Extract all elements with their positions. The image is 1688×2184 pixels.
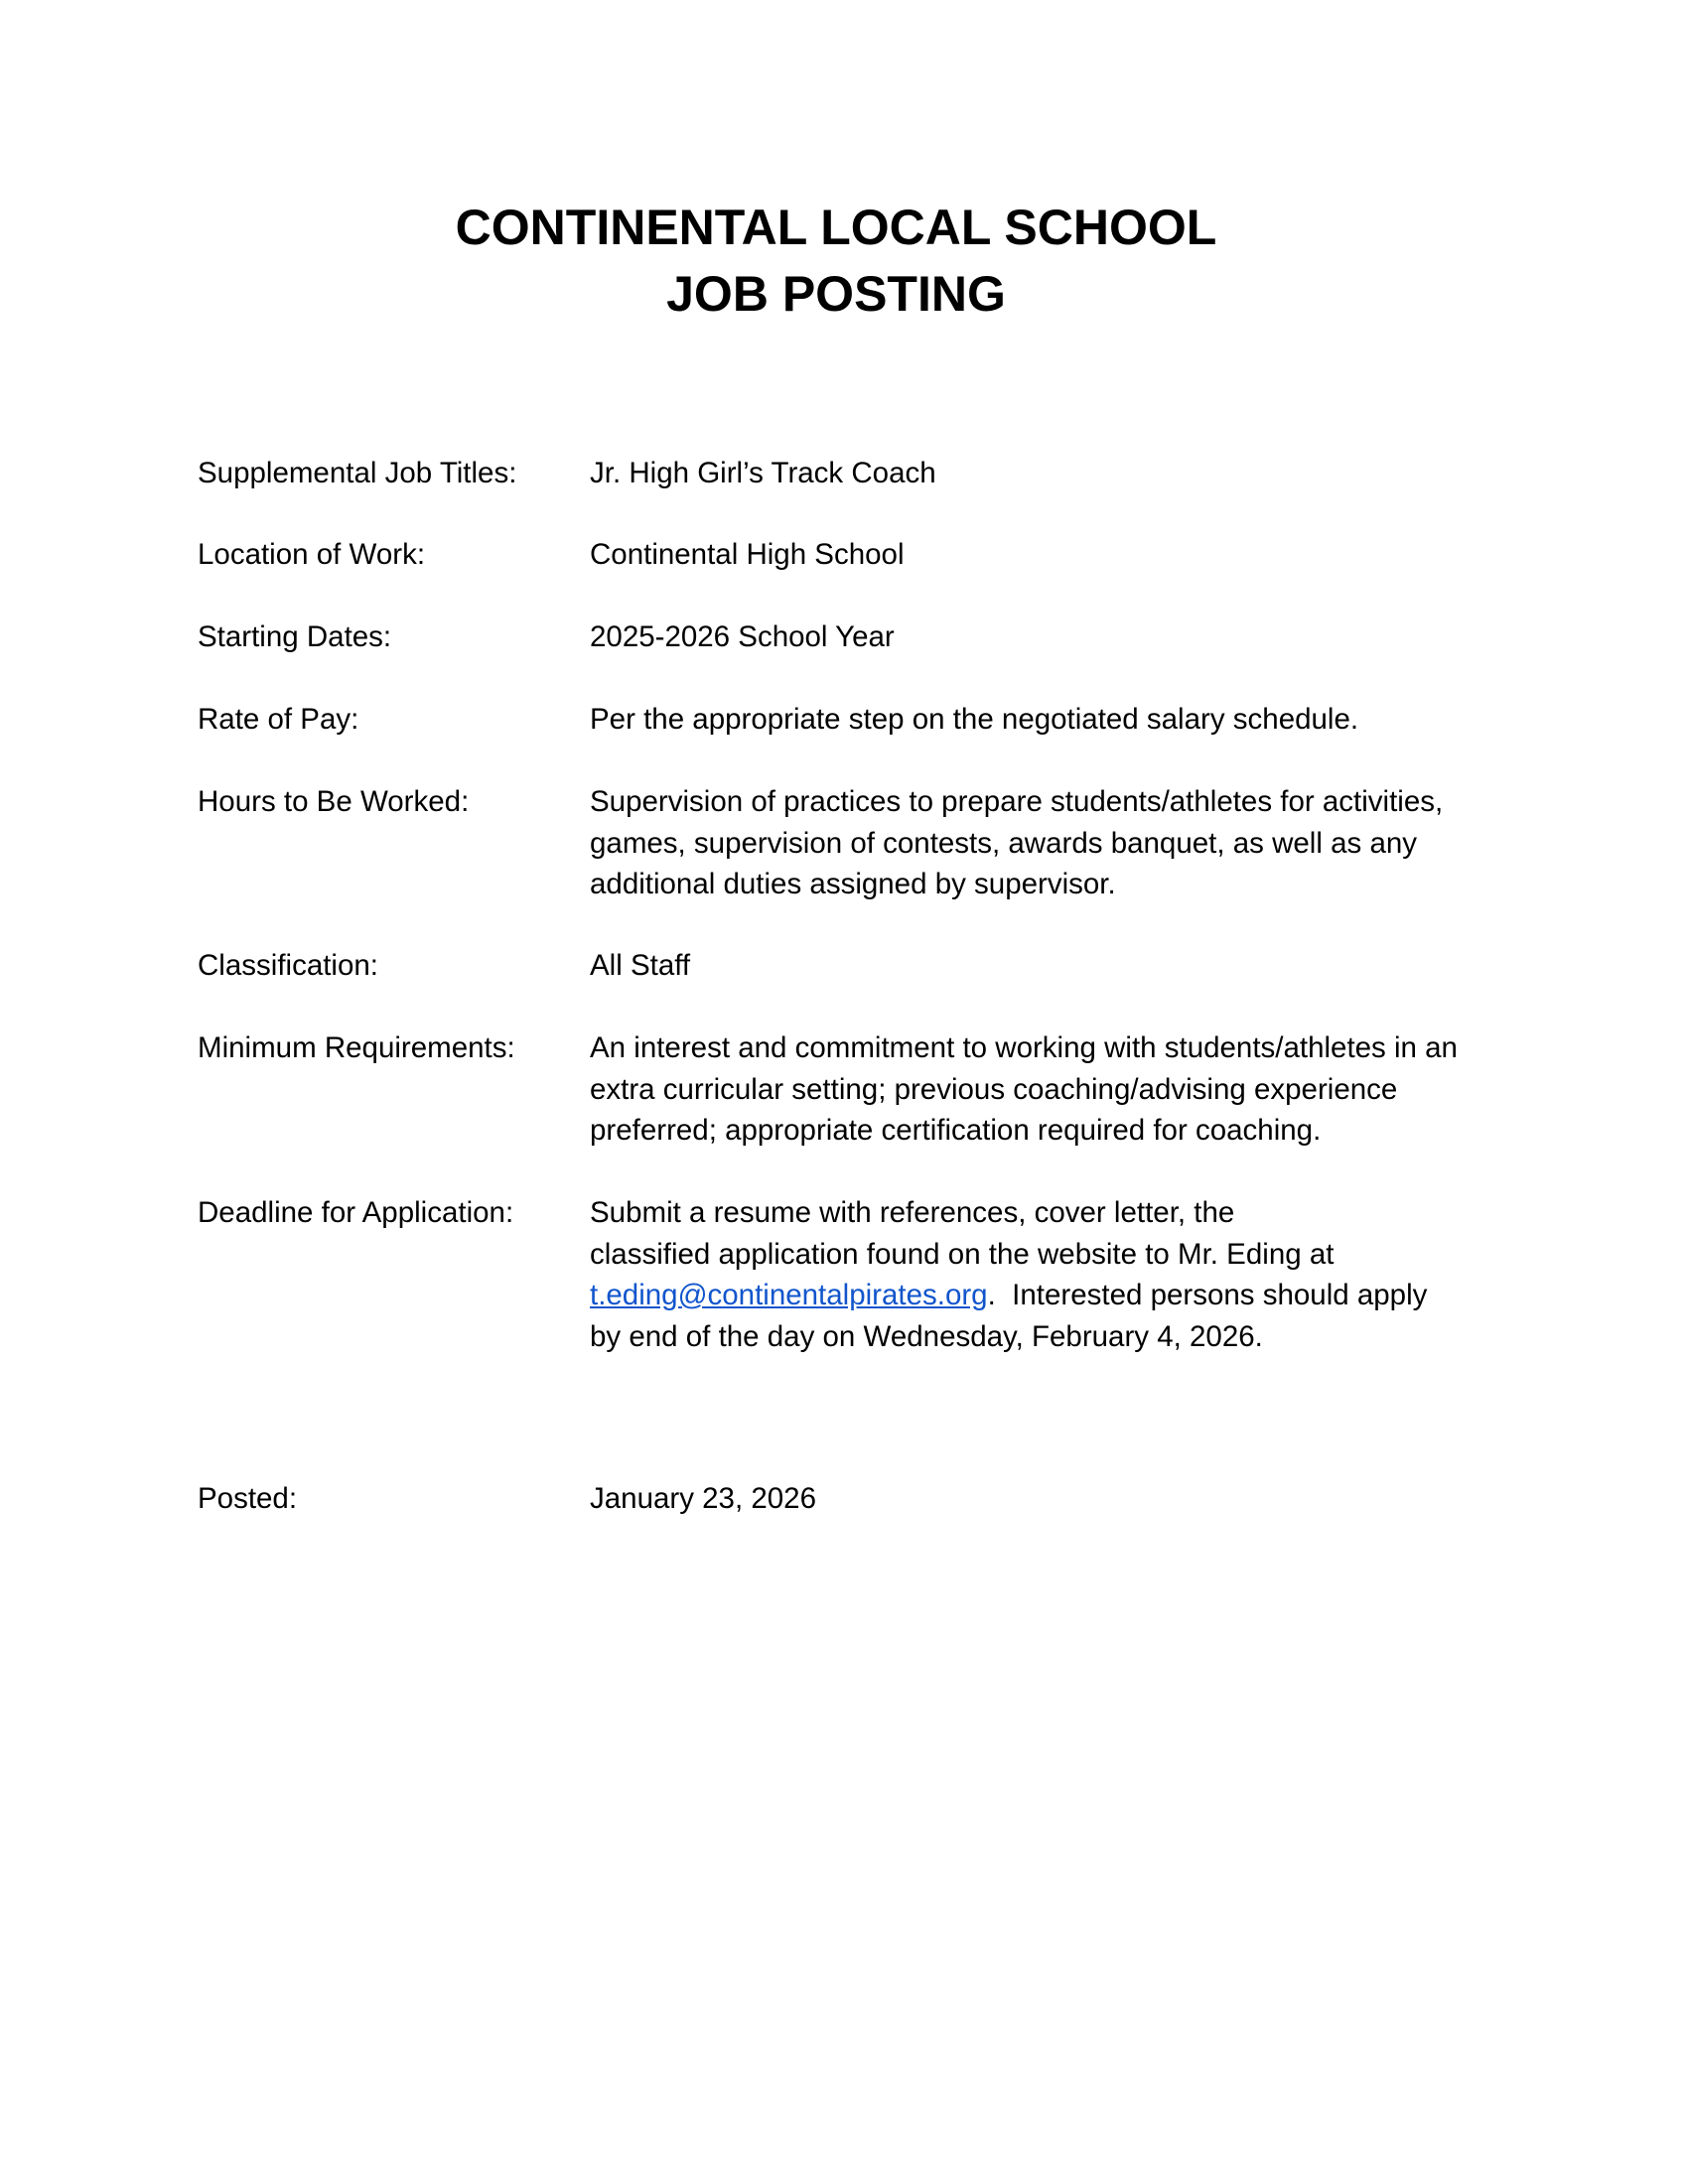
title-line-1: CONTINENTAL LOCAL SCHOOL <box>455 200 1217 255</box>
field-label: Supplemental Job Titles: <box>198 457 517 489</box>
field-value <box>590 1192 1508 1357</box>
field-value: All Staff <box>590 949 691 982</box>
email-link[interactable]: t.eding@continentalpirates.org <box>590 1279 988 1311</box>
field-value: Jr. High Girl’s Track Coach <box>590 457 936 489</box>
field-label: Rate of Pay: <box>198 703 359 736</box>
deadline-line <box>590 1275 1508 1316</box>
field-label: Hours to Be Worked: <box>198 785 470 818</box>
field-label: Starting Dates: <box>198 620 392 653</box>
field-value: Per the appropriate step on the negotiated salary schedule. <box>590 703 1359 736</box>
field-value: Supervision of practices to prepare students/athletes for activities, games, supervision of contests, awards banquet, as well as any additional duties assigned by supervisor. <box>590 785 1444 900</box>
field-value: Continental High School <box>590 538 905 571</box>
deadline-line: by end of the day on Wednesday, February 4, 2026. <box>590 1319 1263 1353</box>
deadline-text: . Interested persons should apply <box>987 1279 1428 1311</box>
field-label: Location of Work: <box>198 538 426 571</box>
field-label: Posted: <box>198 1482 298 1515</box>
field-label: Deadline for Application: <box>198 1196 514 1229</box>
field-value: January 23, 2026 <box>590 1482 816 1515</box>
deadline-line: Submit a resume with references, cover letter, the <box>590 1196 1235 1229</box>
field-label: Classification: <box>198 949 378 982</box>
field-label: Minimum Requirements: <box>198 1031 515 1064</box>
title-line-2: JOB POSTING <box>666 266 1006 322</box>
field-value: An interest and commitment to working with students/athletes in an extra curricular setting; previous coaching/advising experience preferred; appropriate certification required for coaching. <box>590 1031 1458 1147</box>
field-value: 2025-2026 School Year <box>590 620 895 653</box>
deadline-line: classified application found on the website to Mr. Eding at <box>590 1237 1335 1271</box>
